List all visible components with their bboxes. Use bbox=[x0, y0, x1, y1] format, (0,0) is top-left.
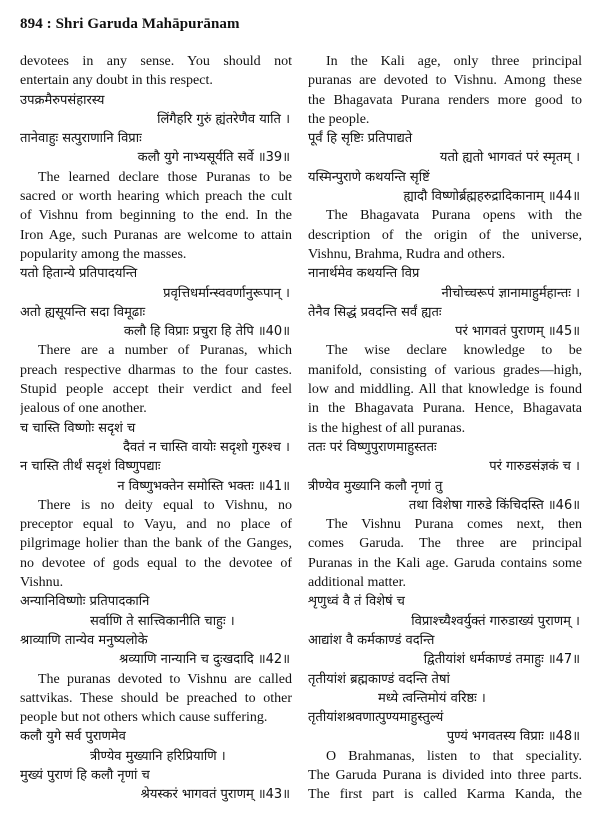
sanskrit-verse-line: ह्यादौ विष्णोर्ब्रह्महरुद्रादिकानाम् ॥44॥ bbox=[403, 189, 580, 205]
sanskrit-verse-line: पुण्यं भगवतस्य विप्राः ॥48॥ bbox=[446, 729, 580, 745]
sanskrit-verse-line: तथा विशेषा गारुडे किंचिदस्ति ॥46॥ bbox=[408, 497, 580, 513]
page-header: 894 : Shri Garuda Mahāpurānam bbox=[20, 16, 240, 32]
english-text-line: preach respective dharmas to the four castes. bbox=[20, 362, 292, 378]
sanskrit-verse-line: परं भागवतं पुराणम् ॥45॥ bbox=[455, 324, 580, 340]
english-text-line: of Vishnu from beginning to the end. In the bbox=[20, 208, 292, 224]
english-text-line: Puranas in the Kali age. Garuda contains some bbox=[308, 555, 582, 571]
english-text-line: The Vishnu Purana comes next, then bbox=[326, 517, 582, 533]
sanskrit-verse-line: नानार्थमेव कथयन्ति विप्र bbox=[308, 266, 420, 282]
english-text-line: in the Bhagavata Purana. Hence, Bhagavata bbox=[308, 401, 582, 417]
sanskrit-verse-line: यस्मिन्पुराणे कथयन्ति सृष्टिं bbox=[308, 169, 430, 185]
english-text-line: entertain any doubt in this respect. bbox=[20, 73, 213, 89]
sanskrit-verse-line: परं गारुडसंज्ञकं च । bbox=[489, 459, 580, 475]
sanskrit-verse-line: नीचोच्चरूपं ज्ञानामाहुर्महान्तः । bbox=[441, 285, 580, 301]
english-text-line: pilgrimage holier than the bank of the Ganges, bbox=[20, 536, 292, 552]
english-text-line: is the highest of all puranas. bbox=[308, 420, 466, 436]
english-text-line: Stupid people accept their verdict and feel bbox=[20, 382, 292, 398]
sanskrit-verse-line: यतो हितान्ये प्रतिपादयन्ति bbox=[20, 266, 138, 282]
english-text-line: The learned declare those Puranas to be bbox=[38, 169, 292, 185]
sanskrit-verse-line: ततः परं विष्णुपुराणमाहुस्ततः bbox=[308, 439, 437, 455]
sanskrit-verse-line: सर्वाणि ते सात्त्विकानीति चाहुः । bbox=[90, 613, 235, 629]
english-text-line: description of the origin of the universe, bbox=[308, 227, 582, 243]
sanskrit-verse-line: तृतीयांशश्रवणात्पुण्यमाहुस्तुल्यं bbox=[308, 710, 444, 726]
sanskrit-verse-line: आद्यांश वै कर्मकाण्डं वदन्ति bbox=[308, 632, 435, 648]
english-text-line: manifold, consisting of various grades—high, bbox=[308, 362, 582, 378]
english-text-line: sacred or worth hearing which preach the cult bbox=[20, 189, 292, 205]
english-text-line: jealous of one another. bbox=[20, 401, 147, 417]
english-text-line: Iron Age, such Puranas are welcome to attain bbox=[20, 227, 292, 243]
sanskrit-verse-line: कलौ हि विप्राः प्रचुरा हि तेपि ॥40॥ bbox=[123, 324, 290, 340]
english-text-line: There are a number of Puranas, which bbox=[38, 343, 292, 359]
sanskrit-verse-line: न विष्णुभक्तेन समोस्ति भक्तः ॥41॥ bbox=[117, 478, 290, 494]
sanskrit-verse-line: तृतीयांशं ब्रह्मकाण्डं वदन्ति तेषां bbox=[308, 671, 450, 687]
english-text-line: The first part is called Karma Kanda, the bbox=[308, 787, 582, 803]
english-text-line: puranas are devoted to Vishnu. Among these bbox=[308, 73, 582, 89]
sanskrit-verse-line: तानेवाहुः सत्पुराणानि विप्राः bbox=[20, 131, 142, 147]
english-text-line: the Bhagavata Purana renders more good to bbox=[308, 92, 582, 108]
english-text-line: In the Kali age, only three principal bbox=[326, 54, 582, 69]
sanskrit-verse-line: लिंगैहरि गुरुं ह्यंतरेणैव याति । bbox=[157, 111, 290, 127]
sanskrit-verse-line: त्रीण्येव मुख्यानि हरिप्रियाणि । bbox=[90, 748, 226, 764]
sanskrit-verse-line: द्वितीयांशं धर्मकाण्डं तमाहुः ॥47॥ bbox=[423, 652, 580, 668]
english-text-line: comes Garuda. The three are principal bbox=[308, 536, 582, 552]
english-text-line: no devotee of gods equal to the devotee of bbox=[20, 555, 292, 571]
english-text-line: O Brahmanas, listen to that speciality. bbox=[326, 748, 582, 764]
sanskrit-verse-line: मुख्यं पुराणं हि कलौ नृणां च bbox=[20, 767, 150, 783]
english-text-line: The Garuda Purana is divided into three parts. bbox=[308, 767, 582, 783]
sanskrit-verse-line: मध्ये त्वन्तिमोयं वरिष्ठः । bbox=[378, 690, 486, 706]
sanskrit-verse-line: विप्राश्च्यैश्वर्युक्तं गारुडाख्यं पुराणम् । bbox=[411, 613, 580, 629]
english-text-line: the people. bbox=[308, 111, 370, 127]
sanskrit-verse-line: श्राव्याणि तान्येव मनुष्यलोके bbox=[20, 632, 148, 648]
left-column bbox=[20, 52, 292, 805]
sanskrit-verse-line: पूर्वं हि सृष्टिः प्रतिपाद्यते bbox=[308, 131, 413, 147]
sanskrit-verse-line: कलौ युगे नाभ्यसूर्यति सर्वे ॥39॥ bbox=[137, 150, 290, 166]
english-text-line: The Bhagavata Purana opens with the bbox=[326, 208, 582, 224]
sanskrit-verse-line: श्रेयस्करं भागवतं पुराणम् ॥43॥ bbox=[140, 787, 290, 803]
sanskrit-verse-line: त्रीण्येव मुख्यानि कलौ नृणां तु bbox=[308, 478, 443, 494]
english-text-line: devotees in any sense. You should not bbox=[20, 54, 292, 69]
sanskrit-verse-line: अन्यानिविष्णोः प्रतिपादकानि bbox=[20, 594, 150, 610]
sanskrit-verse-line: अतो ह्यसूयन्ति सदा विमूढाः bbox=[20, 304, 146, 320]
sanskrit-verse-line: न चास्ति तीर्थं सदृशं विष्णुपद्याः bbox=[20, 459, 161, 475]
sanskrit-verse-line: उपक्रमैरुपसंहारस्य bbox=[20, 92, 105, 108]
english-text-line: preceptor equal to Vayu, and no place of bbox=[20, 517, 292, 533]
english-text-line: low and middling. All that knowledge is found bbox=[308, 382, 582, 398]
sanskrit-verse-line: शृणुध्वं वै तं विशेषं च bbox=[308, 594, 405, 610]
english-text-line: The puranas devoted to Vishnu are called bbox=[38, 671, 292, 687]
english-text-line: popularity among the masses. bbox=[20, 246, 187, 262]
sanskrit-verse-line: च चास्ति विष्णोः सदृशं च bbox=[20, 420, 136, 436]
english-text-line: There is no deity equal to Vishnu, no bbox=[38, 497, 292, 513]
sanskrit-verse-line: यतो ह्यतो भागवतं परं स्मृतम् । bbox=[439, 150, 580, 166]
english-text-line: The wise declare knowledge to be bbox=[326, 343, 582, 359]
sanskrit-verse-line: श्रव्याणि नान्यानि च दुःखदादि ॥42॥ bbox=[119, 652, 290, 668]
english-text-line: people but not others which cause suffering. bbox=[20, 710, 268, 726]
sanskrit-verse-line: दैवतं न चास्ति वायोः सदृशो गुरुश्च । bbox=[123, 439, 290, 455]
sanskrit-verse-line: कलौ युगे सर्व पुराणमेव bbox=[20, 729, 126, 745]
sanskrit-verse-line: तेनैव सिद्धं प्रवदन्ति सर्वं ह्यतः bbox=[308, 304, 442, 320]
english-text-line: additional matter. bbox=[308, 575, 406, 591]
english-text-line: Vishnu, Brahma, Rudra and others. bbox=[308, 246, 506, 262]
right-column bbox=[308, 52, 582, 805]
english-text-line: Vishnu. bbox=[20, 575, 64, 591]
sanskrit-verse-line: प्रवृत्तिधर्मान्स्ववर्णानुरूपान् । bbox=[163, 285, 290, 301]
english-text-line: sattvikas. These should be preached to other bbox=[20, 690, 292, 706]
